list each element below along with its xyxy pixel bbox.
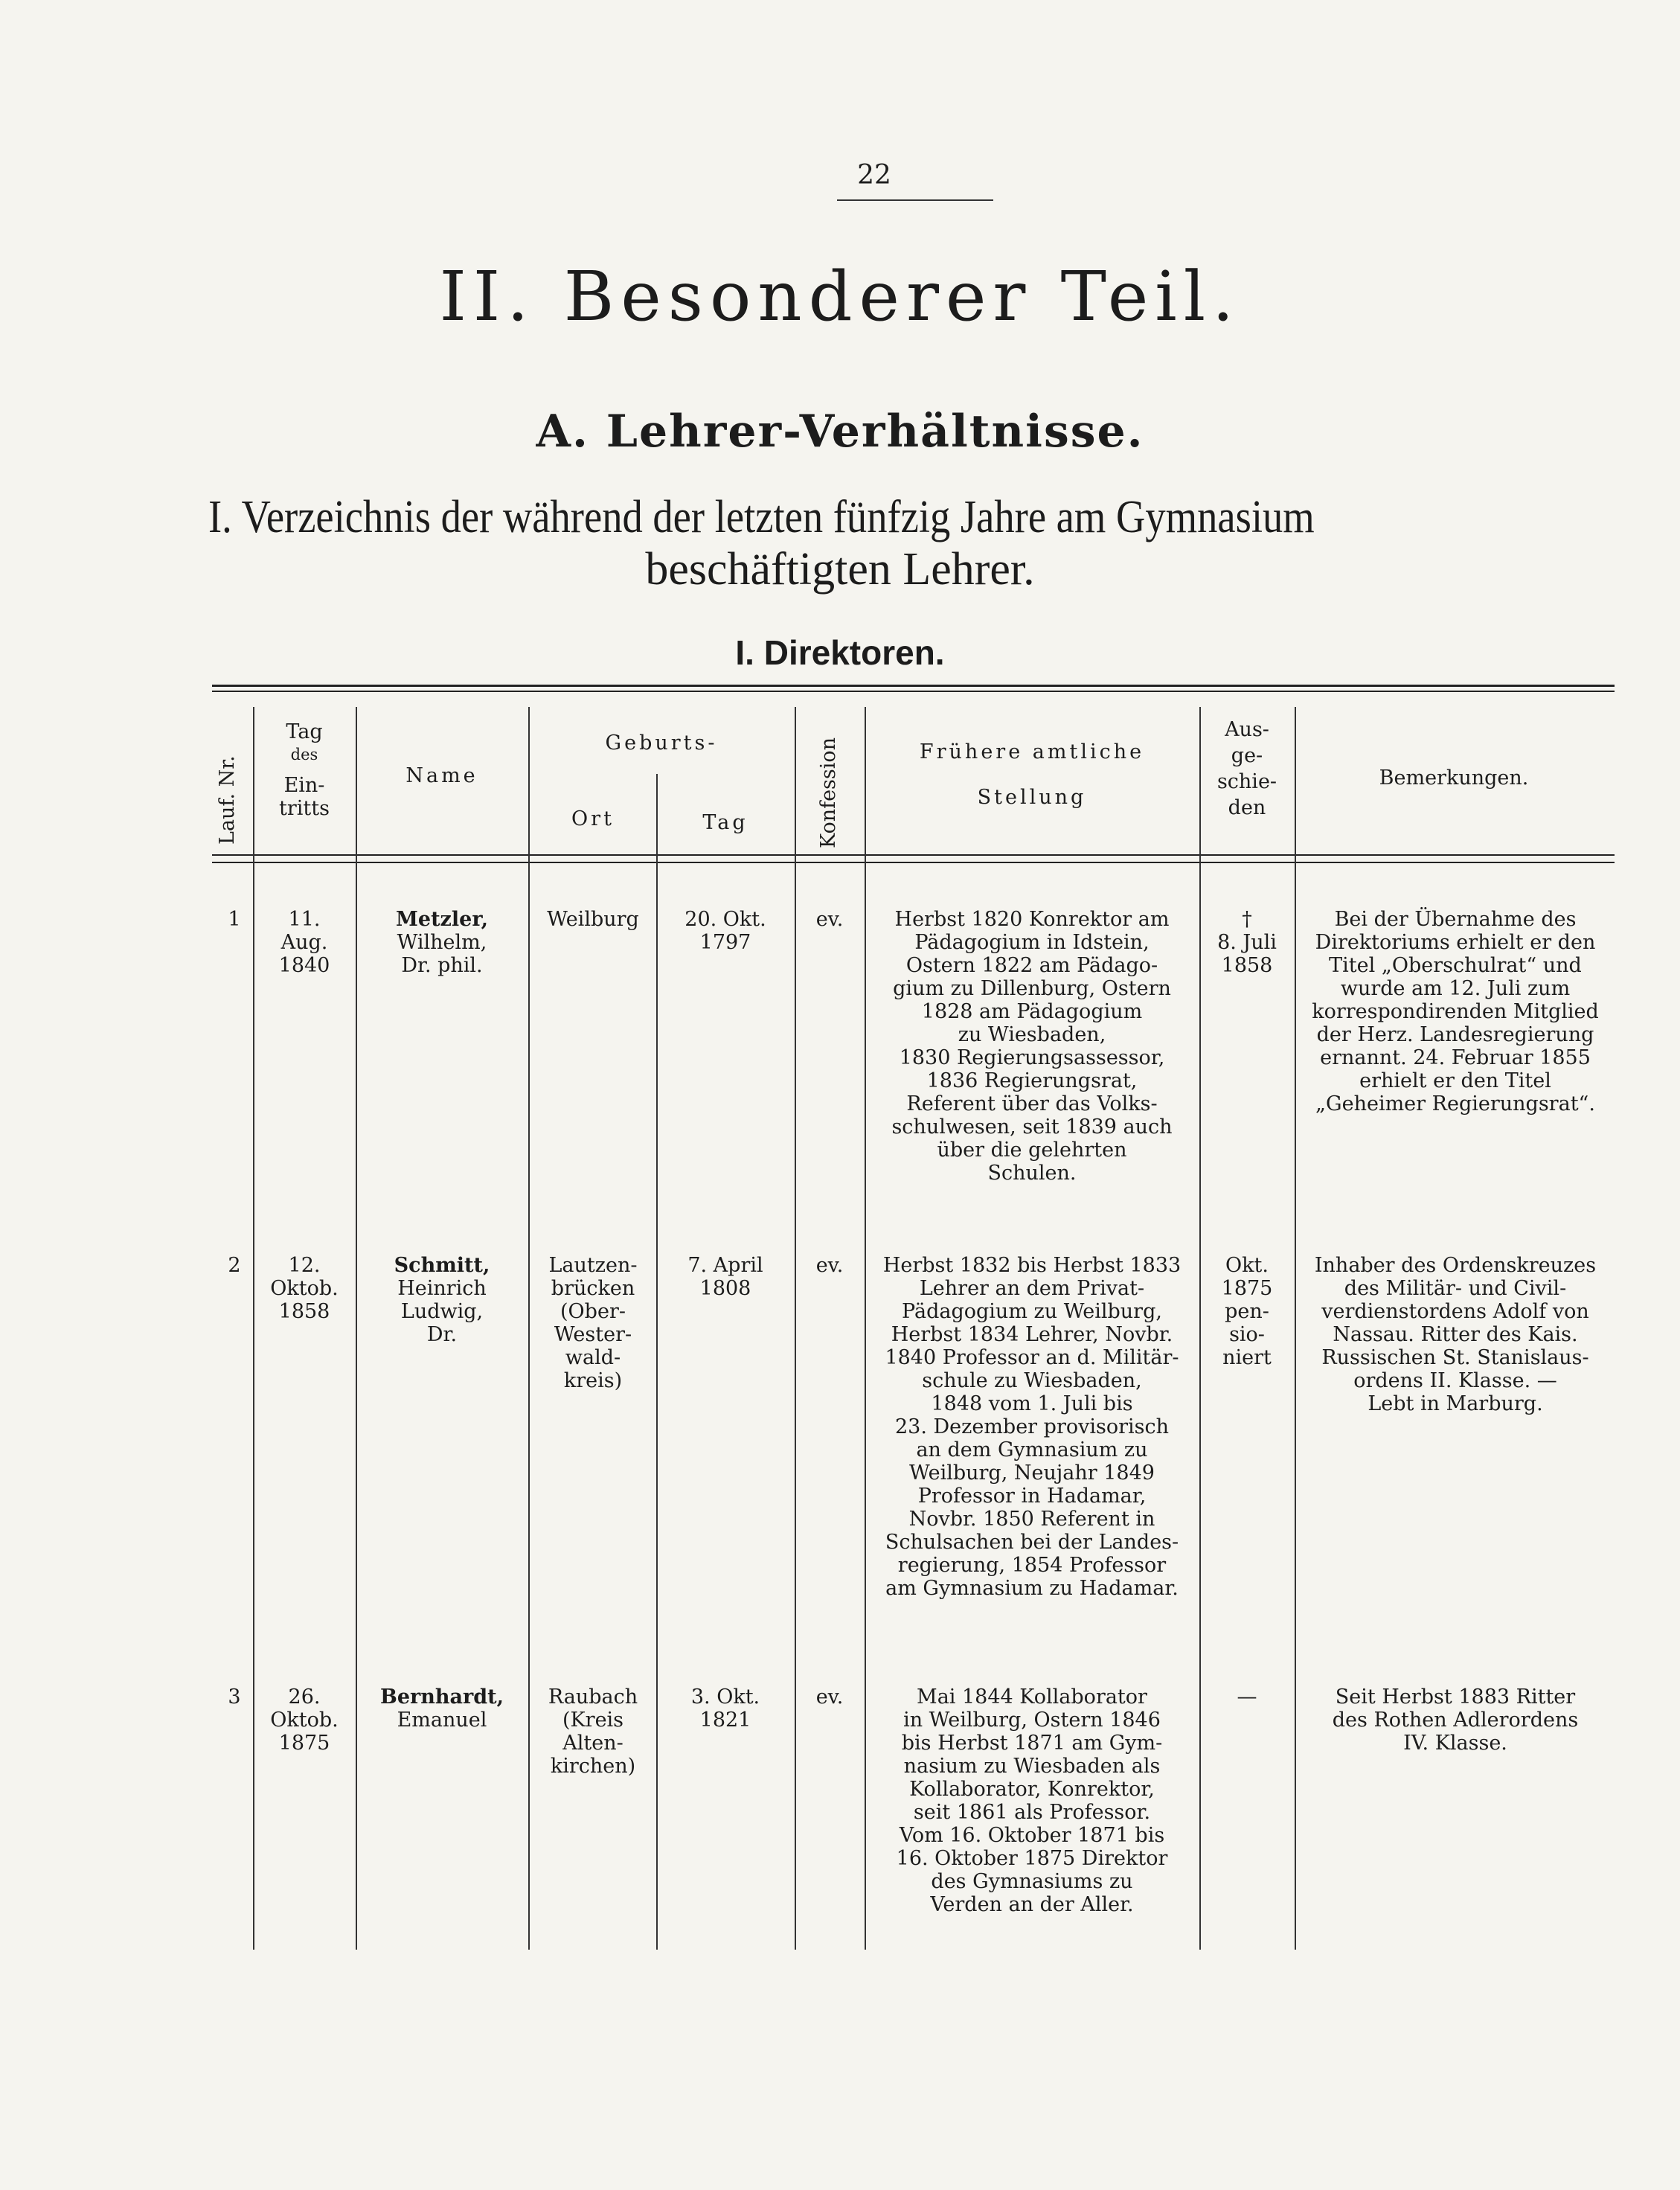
- header-text: tritts: [279, 797, 330, 820]
- cell-line: Professor in Hadamar,: [917, 1485, 1147, 1508]
- row-tag: [659, 908, 792, 954]
- cell-line: Nassau. Ritter des Kais.: [1333, 1323, 1578, 1346]
- header-tag: Tag: [702, 811, 748, 834]
- page-number: 22: [857, 160, 891, 190]
- cell-line: (Kreis: [562, 1709, 624, 1732]
- heading-line-1: I. Verzeichnis der während der letzten fünfzig Jahre am Gymnasium: [208, 492, 1315, 542]
- row-ausgeschieden: [1202, 1685, 1292, 1709]
- cell-line: Dr. phil.: [401, 954, 483, 977]
- cell-line: Russischen St. Stanislaus-: [1321, 1346, 1589, 1369]
- col-sep: [528, 707, 530, 1950]
- row-ort: [531, 1254, 655, 1392]
- cell-line: Bernhardt,: [380, 1685, 504, 1709]
- header-text: Stellung: [977, 786, 1087, 809]
- cell-line: zu Wiesbaden,: [958, 1023, 1106, 1046]
- cell-line: (Ober-: [560, 1300, 626, 1323]
- table-top-rule: [212, 685, 1615, 687]
- cell-line: des Gymnasiums zu: [931, 1870, 1133, 1893]
- cell-line: 11.: [288, 908, 321, 931]
- part-title: II. Besonderer Teil.: [439, 257, 1241, 336]
- cell-line: Oktob.: [270, 1277, 339, 1300]
- cell-line: 1808: [699, 1277, 751, 1300]
- header-text: den: [1228, 796, 1266, 819]
- row-nr: 3: [228, 1685, 241, 1709]
- cell-line: Weilburg: [547, 908, 639, 931]
- cell-line: 16. Oktober 1875 Direktor: [896, 1847, 1168, 1870]
- cell-line: der Herz. Landesregierung: [1316, 1023, 1594, 1046]
- cell-line: Inhaber des Ordenskreuzes: [1314, 1254, 1597, 1277]
- cell-line: Metzler,: [396, 908, 488, 931]
- cell-line: 1840: [278, 954, 330, 977]
- cell-line: Ludwig,: [400, 1300, 484, 1323]
- cell-line: Pädagogium in Idstein,: [914, 931, 1150, 954]
- cell-line: Vom 16. Oktober 1871 bis: [899, 1824, 1165, 1847]
- cell-line: 1875: [278, 1732, 330, 1755]
- cell-line: ordens II. Klasse. —: [1353, 1369, 1557, 1392]
- heading-line-2: beschäftigten Lehrer.: [645, 544, 1035, 595]
- row-stellung: [868, 1254, 1196, 1600]
- row-stellung: [868, 908, 1196, 1185]
- cell-line: Mai 1844 Kollaborator: [917, 1685, 1147, 1709]
- cell-line: schulwesen, seit 1839 auch: [891, 1115, 1173, 1139]
- cell-line: 1828 am Pädagogium: [921, 1000, 1143, 1023]
- header-konfession: Konfession: [817, 737, 840, 848]
- header-text: Ein-: [283, 774, 325, 797]
- cell-line: Wester-: [554, 1323, 632, 1346]
- cell-line: pen-: [1225, 1300, 1269, 1323]
- cell-line: 3. Okt.: [690, 1685, 760, 1709]
- cell-line: Verden an der Aller.: [930, 1893, 1134, 1916]
- cell-line: Aug.: [280, 931, 328, 954]
- cell-line: —: [1237, 1685, 1257, 1709]
- col-sep: [656, 774, 658, 1950]
- row-name: [359, 1685, 525, 1732]
- cell-line: kirchen): [550, 1755, 636, 1778]
- header-ausgeschieden: [1202, 718, 1292, 819]
- subsection-title: I. Direktoren.: [735, 633, 945, 672]
- cell-line: IV. Klasse.: [1403, 1732, 1507, 1755]
- cell-line: des Militär- und Civil-: [1344, 1277, 1567, 1300]
- cell-line: Kollaborator, Konrektor,: [909, 1778, 1155, 1801]
- cell-line: Dr.: [426, 1323, 458, 1346]
- cell-line: Emanuel: [397, 1709, 487, 1732]
- section-title: A. Lehrer-Verhältnisse.: [536, 406, 1144, 458]
- header-fruehere-stellung: [868, 740, 1196, 809]
- cell-line: Herbst 1832 bis Herbst 1833: [882, 1254, 1182, 1277]
- header-text: des: [290, 746, 318, 763]
- cell-line: 12.: [288, 1254, 321, 1277]
- header-text: Frühere amtliche: [919, 740, 1145, 763]
- cell-line: Bei der Übernahme des: [1334, 908, 1577, 931]
- cell-line: Herbst 1834 Lehrer, Novbr.: [891, 1323, 1173, 1346]
- cell-line: wald-: [565, 1346, 621, 1369]
- row-ausgeschieden: [1202, 908, 1292, 977]
- cell-line: Lehrer an dem Privat-: [919, 1277, 1145, 1300]
- cell-line: an dem Gymnasium zu: [916, 1438, 1148, 1461]
- header-name: Name: [405, 764, 478, 787]
- cell-line: Schmitt,: [394, 1254, 490, 1277]
- row-bemerkungen: [1298, 1254, 1613, 1415]
- row-nr: 1: [228, 908, 241, 931]
- cell-line: des Rothen Adlerordens: [1332, 1709, 1579, 1732]
- header-text: ge-: [1231, 744, 1263, 767]
- cell-line: 1875: [1221, 1277, 1273, 1300]
- cell-line: 26.: [288, 1685, 321, 1709]
- row-bemerkungen: [1298, 1685, 1613, 1755]
- row-ort: [531, 908, 655, 931]
- row-eintritt: [257, 1254, 352, 1323]
- header-text: Aus-: [1225, 718, 1269, 741]
- header-bemerkungen: Bemerkungen.: [1379, 766, 1529, 790]
- header-text: Tag: [286, 720, 323, 743]
- col-sep: [356, 707, 357, 1950]
- cell-line: 1848 vom 1. Juli bis: [931, 1392, 1133, 1415]
- cell-line: bis Herbst 1871 am Gym-: [901, 1732, 1163, 1755]
- cell-line: Okt.: [1225, 1254, 1269, 1277]
- cell-line: Heinrich: [397, 1277, 487, 1300]
- cell-line: „Geheimer Regierungsrat“.: [1315, 1092, 1595, 1115]
- col-sep: [865, 707, 866, 1950]
- cell-line: Weilburg, Neujahr 1849: [909, 1461, 1155, 1485]
- table-header-rule-2: [212, 862, 1615, 863]
- row-eintritt: [257, 1685, 352, 1755]
- header-ort: Ort: [571, 807, 615, 830]
- cell-line: Lebt in Marburg.: [1368, 1392, 1543, 1415]
- row-stellung: [868, 1685, 1196, 1916]
- row-ausgeschieden: [1202, 1254, 1292, 1369]
- row-nr: 2: [228, 1254, 241, 1277]
- cell-line: Raubach: [548, 1685, 638, 1709]
- cell-line: 1836 Regierungsrat,: [926, 1069, 1138, 1092]
- page-number-rule: [837, 199, 993, 201]
- cell-line: gium zu Dillenburg, Ostern: [893, 977, 1171, 1000]
- row-bemerkungen: [1298, 908, 1613, 1115]
- cell-line: 1821: [699, 1709, 751, 1732]
- cell-line: regierung, 1854 Professor: [897, 1554, 1167, 1577]
- row-konfession: ev.: [815, 1685, 844, 1709]
- cell-line: Alten-: [562, 1732, 623, 1755]
- cell-line: sio-: [1229, 1323, 1265, 1346]
- cell-line: Referent über das Volks-: [906, 1092, 1158, 1115]
- table-top-rule-2: [212, 691, 1615, 692]
- header-tag-des-eintritts: [257, 720, 352, 820]
- row-name: [359, 1254, 525, 1346]
- cell-line: wurde am 12. Juli zum: [1340, 977, 1571, 1000]
- cell-line: schule zu Wiesbaden,: [922, 1369, 1142, 1392]
- row-ort: [531, 1685, 655, 1778]
- cell-line: seit 1861 als Professor.: [913, 1801, 1151, 1824]
- cell-line: nasium zu Wiesbaden als: [903, 1755, 1161, 1778]
- cell-line: Seit Herbst 1883 Ritter: [1335, 1685, 1576, 1709]
- row-konfession: ev.: [815, 1254, 844, 1277]
- cell-line: Oktob.: [270, 1709, 339, 1732]
- cell-line: Schulsachen bei der Landes-: [885, 1531, 1179, 1554]
- cell-line: brücken: [551, 1277, 635, 1300]
- cell-line: Ostern 1822 am Pädago-: [905, 954, 1158, 977]
- col-sep: [795, 707, 796, 1950]
- header-lauf-nr: Lauf. Nr.: [216, 755, 239, 845]
- cell-line: am Gymnasium zu Hadamar.: [885, 1577, 1179, 1600]
- cell-line: 1858: [1221, 954, 1273, 977]
- cell-line: 1858: [278, 1300, 330, 1323]
- cell-line: über die gelehrten: [937, 1139, 1127, 1162]
- cell-line: Pädagogium zu Weilburg,: [902, 1300, 1162, 1323]
- cell-line: ernannt. 24. Februar 1855: [1320, 1046, 1591, 1069]
- cell-line: 8. Juli: [1217, 931, 1277, 954]
- cell-line: niert: [1222, 1346, 1272, 1369]
- row-konfession: ev.: [815, 908, 844, 931]
- col-sep: [1295, 707, 1296, 1950]
- row-name: [359, 908, 525, 977]
- cell-line: Lautzen-: [548, 1254, 638, 1277]
- cell-line: 23. Dezember provisorisch: [894, 1415, 1170, 1438]
- cell-line: Wilhelm,: [397, 931, 487, 954]
- header-text: schie-: [1216, 770, 1277, 793]
- row-eintritt: [257, 908, 352, 977]
- cell-line: 1797: [699, 931, 751, 954]
- cell-line: Direktoriums erhielt er den: [1315, 931, 1596, 954]
- row-tag: [659, 1685, 792, 1732]
- cell-line: Titel „Oberschulrat“ und: [1329, 954, 1582, 977]
- cell-line: 1830 Regierungsassessor,: [899, 1046, 1165, 1069]
- cell-line: 20. Okt.: [684, 908, 766, 931]
- row-tag: [659, 1254, 792, 1300]
- cell-line: †: [1242, 908, 1252, 931]
- cell-line: 7. April: [687, 1254, 763, 1277]
- col-sep: [253, 707, 254, 1950]
- col-sep: [1199, 707, 1201, 1950]
- cell-line: Herbst 1820 Konrektor am: [894, 908, 1170, 931]
- cell-line: Novbr. 1850 Referent in: [908, 1508, 1155, 1531]
- cell-line: Schulen.: [987, 1162, 1077, 1185]
- cell-line: 1840 Professor an d. Militär-: [885, 1346, 1179, 1369]
- cell-line: kreis): [563, 1369, 623, 1392]
- cell-line: erhielt er den Titel: [1359, 1069, 1551, 1092]
- table-header-rule: [212, 854, 1615, 856]
- cell-line: korrespondirenden Mitglied: [1312, 1000, 1599, 1023]
- header-geburts: Geburts-: [605, 731, 718, 755]
- cell-line: verdienstordens Adolf von: [1321, 1300, 1589, 1323]
- cell-line: in Weilburg, Ostern 1846: [903, 1709, 1161, 1732]
